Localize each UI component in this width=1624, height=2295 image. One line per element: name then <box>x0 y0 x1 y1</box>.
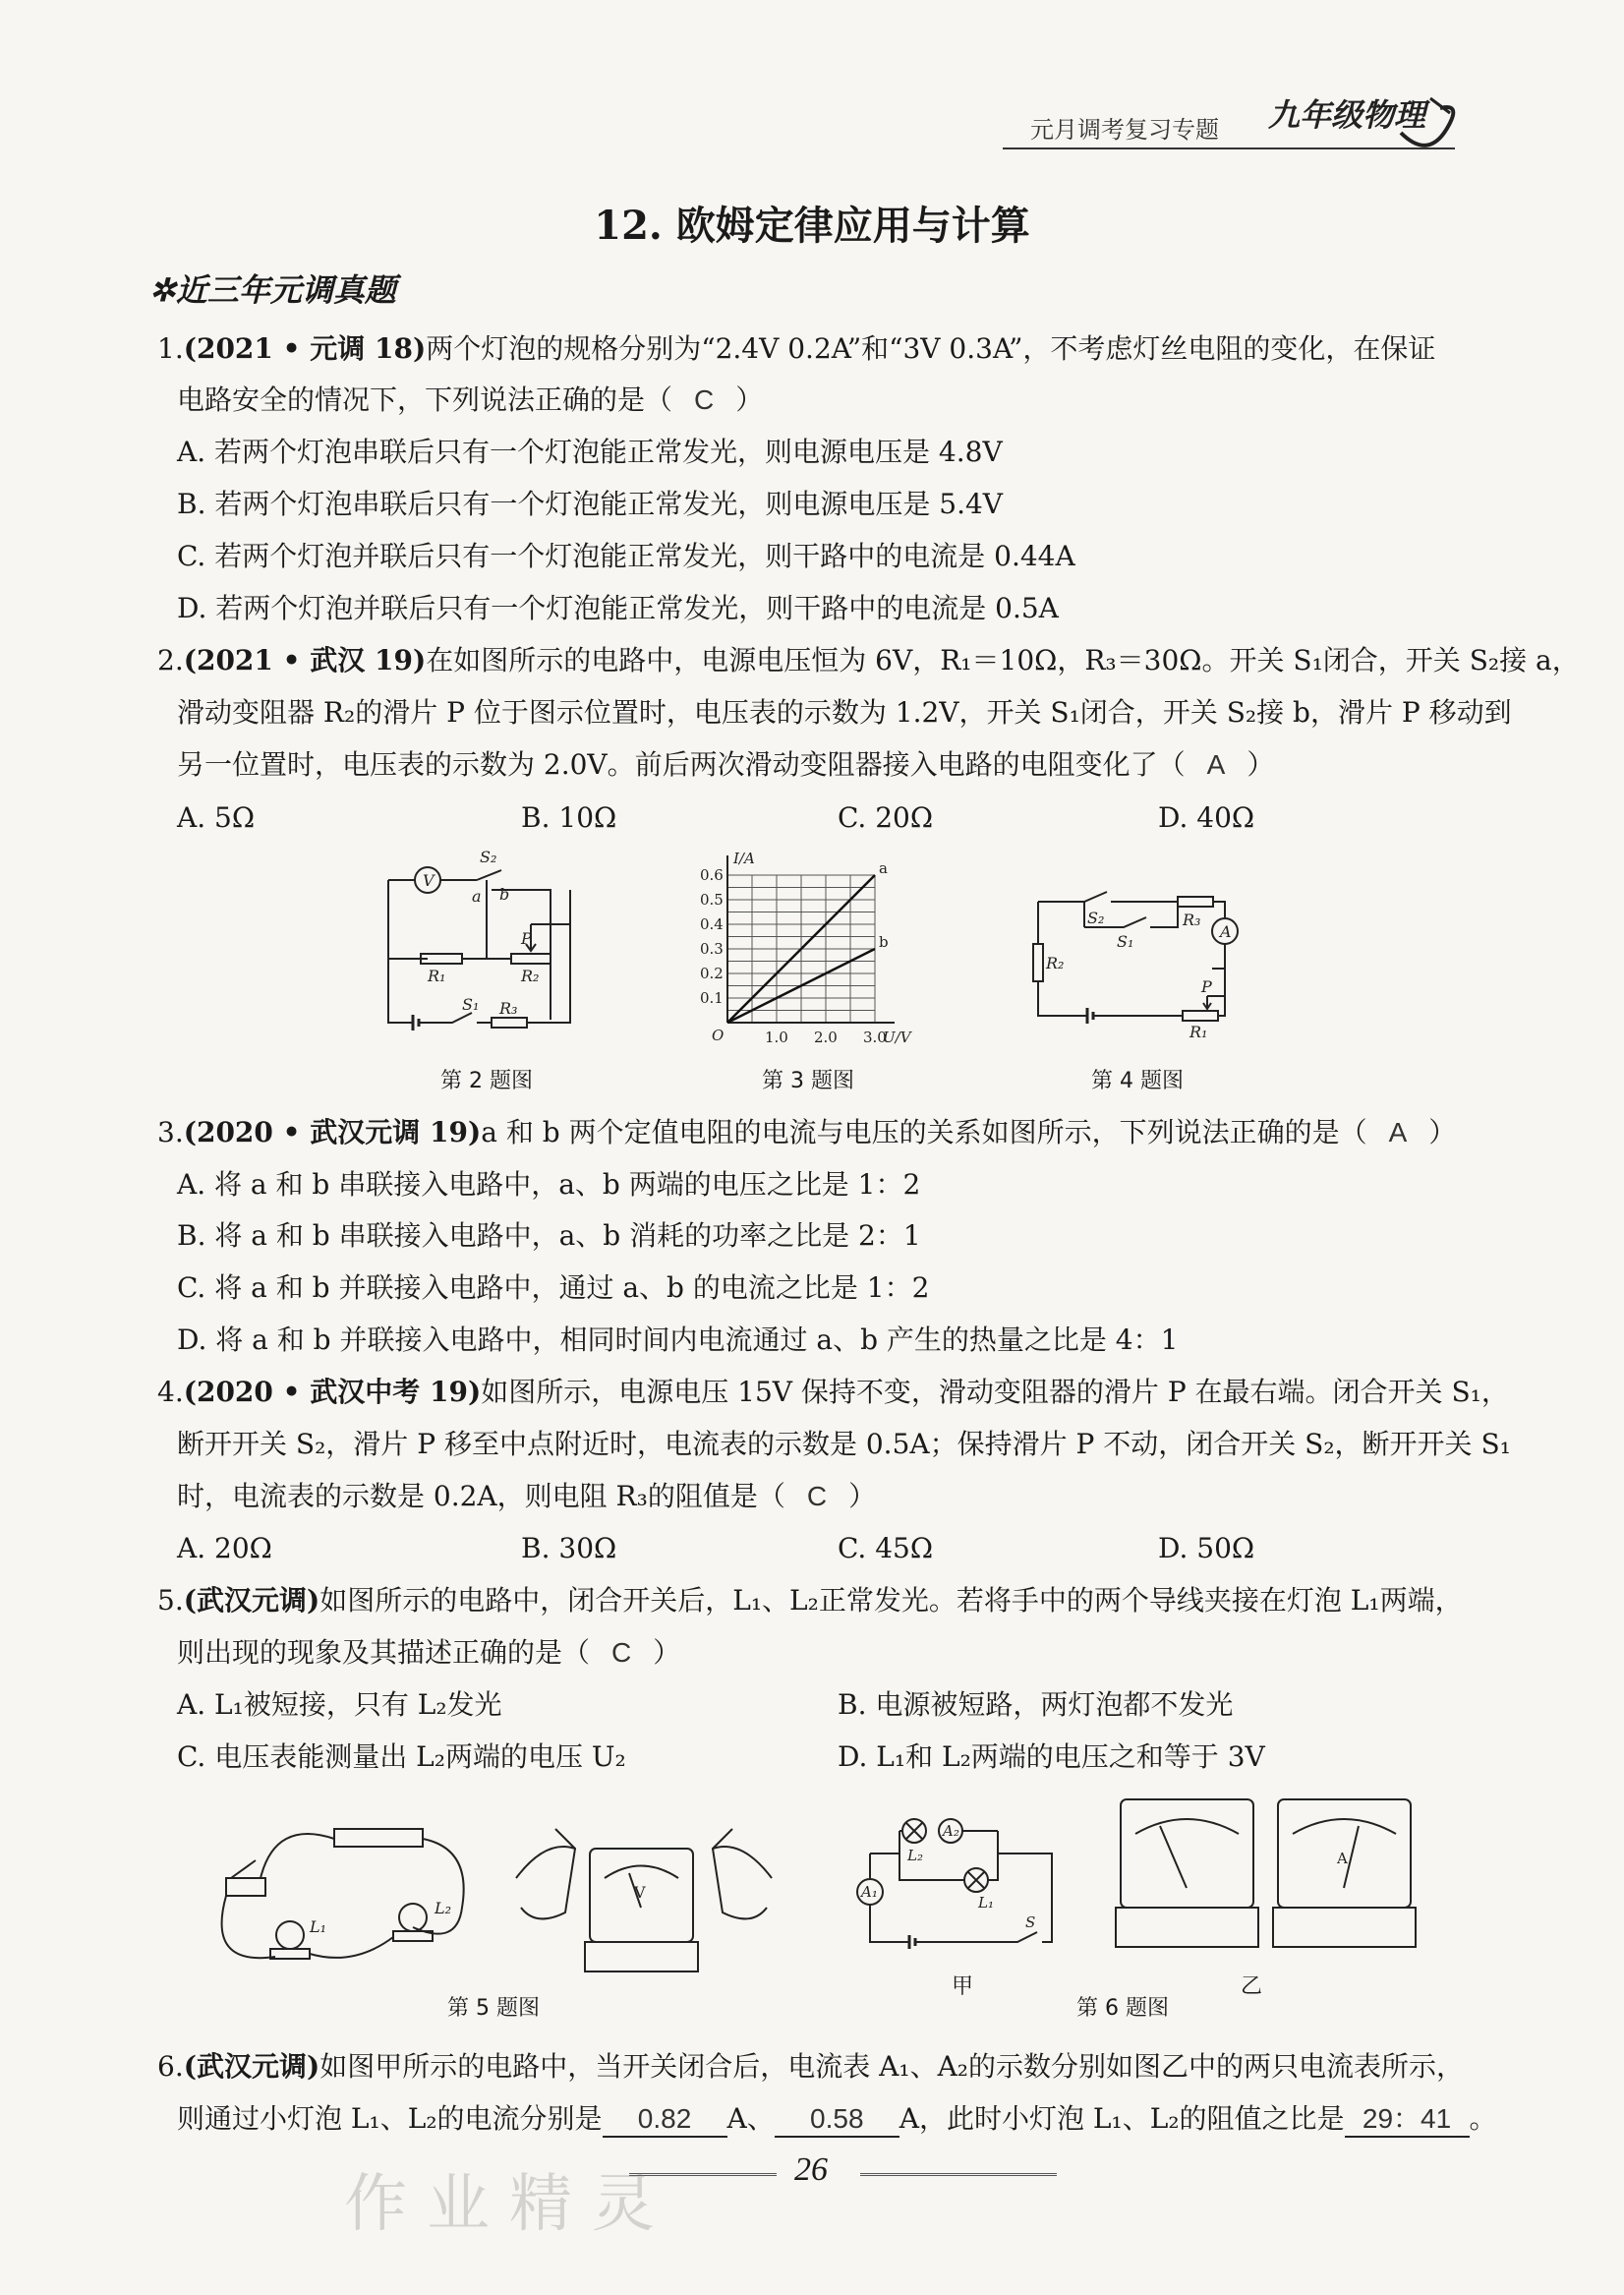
chart-x-axis-label: U/V <box>883 1029 911 1046</box>
fig2-label-a: a <box>472 887 482 906</box>
q4-option-c: C. 45Ω <box>838 1532 934 1564</box>
q1-text2: 电路安全的情况下，下列说法正确的是（ <box>177 383 673 416</box>
q4-text1: 如图所示，电源电压 15V 保持不变，滑动变阻器的滑片 P 在最右端。闭合开关 S₁， <box>481 1376 1509 1408</box>
q1-option-c: C. 若两个灯泡并联后只有一个灯泡能正常发光，则干路中的电流是 0.44A <box>177 540 1075 572</box>
fig2-label-r2: R₂ <box>521 967 540 985</box>
q1-number: 1. <box>157 332 184 365</box>
q2-answer: A <box>1206 749 1226 780</box>
fig6-label-a1: A₁ <box>861 1883 878 1901</box>
fig5-left-hand <box>516 1847 575 1918</box>
q3-text1: a 和 b 两个定值电阻的电流与电压的关系如图所示，下列说法正确的是（ <box>481 1116 1367 1148</box>
fig3-chart <box>688 850 924 1046</box>
fig4-resistor-r2 <box>1033 944 1043 981</box>
fig4-label-p: P <box>1201 977 1212 996</box>
q5-tag: (武汉元调) <box>183 1584 320 1617</box>
q3-option-a: A. 将 a 和 b 串联接入电路中，a、b 两端的电压之比是 1：2 <box>177 1168 921 1201</box>
chart-x-tick-label: 2.0 <box>814 1029 838 1046</box>
fig4-label-r2: R₂ <box>1046 954 1065 972</box>
fig4-label-s1: S₁ <box>1117 932 1134 951</box>
chart-y-tick-label: 0.4 <box>700 915 724 933</box>
q5-option-a: A. L₁被短接，只有 L₂发光 <box>177 1688 502 1721</box>
q4-text3: 时，电流表的示数是 0.2A，则电阻 R₃的阻值是（ <box>177 1480 785 1512</box>
fig2-label-s2: S₂ <box>480 848 497 866</box>
header-rule <box>1003 147 1455 149</box>
fig2-switch-s1 <box>419 1013 472 1023</box>
chart-y-tick-label: 0.3 <box>700 940 724 958</box>
section-heading-text: 近三年元调真题 <box>175 271 396 309</box>
q3-option-b: B. 将 a 和 b 串联接入电路中，a、b 消耗的功率之比是 2：1 <box>177 1219 921 1252</box>
fig5-bulb-l1 <box>276 1921 304 1949</box>
q2-text3: 另一位置时，电压表的示数为 2.0V。前后两次滑动变阻器接入电路的电阻变化了（ <box>177 748 1186 781</box>
watermark: 作业精灵 <box>344 2168 674 2241</box>
chart-y-axis-label: I/A <box>733 850 755 867</box>
q3-close: ） <box>1428 1116 1457 1148</box>
q3-number: 3. <box>157 1116 184 1148</box>
page-number: 26 <box>794 2151 828 2188</box>
chart-x-tick-label: 3.0 <box>863 1029 887 1046</box>
fig4-label-r1: R₁ <box>1189 1023 1208 1041</box>
q2-tag: (2021 • 武汉 19) <box>183 644 427 677</box>
q2-line1 <box>157 644 1580 677</box>
q4-line3 <box>177 1480 876 1513</box>
fig5-battery-box <box>334 1829 423 1847</box>
fig4-label-a: A <box>1220 922 1232 941</box>
q3-tag: (2020 • 武汉元调 19) <box>183 1116 482 1148</box>
chart-y-tick-label: 0.6 <box>700 866 724 884</box>
q2-line3 <box>177 748 1274 782</box>
fig5-caption: 第 5 题图 <box>447 1996 540 2021</box>
q5-text1: 如图所示的电路中，闭合开关后，L₁、L₂正常发光。若将手中的两个导线夹接在灯泡 L₁两端， <box>319 1584 1463 1617</box>
q1-close: ） <box>735 383 764 416</box>
q2-option-c: C. 20Ω <box>838 801 934 834</box>
q3-answer: A <box>1388 1117 1408 1148</box>
fig2-switch-s2 <box>477 870 501 880</box>
fig6-label-yi: 乙 <box>1241 1974 1263 1999</box>
fig4-switch-s2 <box>1038 892 1107 902</box>
fig6-circuit-jia <box>841 1809 1076 1957</box>
q6-line2 <box>177 2102 1497 2138</box>
q1-answer: C <box>694 384 715 415</box>
header-curl-icon <box>1391 93 1470 152</box>
fig5-label-l2: L₂ <box>435 1899 452 1917</box>
q4-option-b: B. 30Ω <box>521 1532 617 1564</box>
q1-line2 <box>177 383 763 417</box>
q6-blank-3[interactable]: 29：41 <box>1345 2102 1470 2138</box>
flower-icon: ✲ <box>149 271 176 309</box>
q4-answer: C <box>806 1481 828 1511</box>
fig6-switch-s <box>915 1932 1037 1942</box>
q5-option-c: C. 电压表能测量出 L₂两端的电压 U₂ <box>177 1740 626 1773</box>
fig5-bulb-l2 <box>399 1904 427 1931</box>
chart-series-label-a: a <box>879 859 888 877</box>
q4-line1 <box>157 1376 1509 1409</box>
fig5-switch <box>226 1878 265 1896</box>
q5-line2 <box>177 1636 680 1670</box>
q5-line1 <box>157 1584 1463 1618</box>
chart-y-tick-label: 0.5 <box>700 891 724 909</box>
fig6-ammeter-left <box>1121 1799 1253 1908</box>
q2-line2: 滑动变阻器 R₂的滑片 P 位于图示位置时，电压表的示数为 1.2V，开关 S₁闭合，开关 S₂接 b，滑片 P 移动到 <box>177 696 1512 729</box>
fig6-meters-yi <box>1101 1795 1425 1971</box>
q6-blank-1[interactable]: 0.82 <box>603 2102 727 2138</box>
fig2-label-s1: S₁ <box>462 995 480 1014</box>
q3-line1 <box>157 1116 1456 1149</box>
fig2-resistor-r3 <box>492 1018 527 1028</box>
fig3-caption: 第 3 题图 <box>762 1069 854 1093</box>
fig5-voltmeter-hands <box>506 1819 782 1986</box>
chart-y-tick-label: 0.2 <box>700 965 724 982</box>
q6-text2d: 。 <box>1469 2102 1497 2135</box>
q5-option-b: B. 电源被短路，两灯泡都不发光 <box>838 1688 1234 1721</box>
q6-text2b: A、 <box>726 2102 775 2135</box>
q1-line1 <box>157 332 1435 366</box>
q2-option-a: A. 5Ω <box>177 801 256 834</box>
fig6-label-l1: L₁ <box>978 1894 994 1912</box>
q2-option-d: D. 40Ω <box>1158 801 1255 834</box>
q6-line1 <box>157 2050 1464 2084</box>
q5-option-d: D. L₁和 L₂两端的电压之和等于 3V <box>838 1740 1265 1773</box>
fig2-caption: 第 2 题图 <box>440 1069 533 1093</box>
chart-origin-label: O <box>712 1027 725 1044</box>
q2-close: ） <box>1247 748 1275 781</box>
header-grade: 九年级物理 <box>1268 96 1426 134</box>
q4-option-d: D. 50Ω <box>1158 1532 1255 1564</box>
fig6-meter-label: A <box>1337 1850 1348 1867</box>
fig4-battery <box>1087 1008 1093 1024</box>
q4-close: ） <box>848 1480 877 1512</box>
fig4-circuit <box>1030 890 1256 1041</box>
fig2-battery <box>413 1015 419 1030</box>
fig5-label-l1: L₁ <box>310 1917 327 1936</box>
fig2-label-p: P <box>521 929 532 948</box>
fig4-resistor-r1 <box>1183 1011 1218 1021</box>
fig2-label-r3: R₃ <box>499 999 518 1018</box>
fig2-resistor-r2 <box>511 954 551 964</box>
section-heading <box>149 265 396 311</box>
page-title: 12. 欧姆定律应用与计算 <box>594 203 1030 249</box>
q2-text1: 在如图所示的电路中，电源电压恒为 6V，R₁＝10Ω，R₃＝30Ω。开关 S₁闭合，开关 S₂接 a， <box>426 644 1580 677</box>
q4-number: 4. <box>157 1376 184 1408</box>
q2-number: 2. <box>157 644 184 677</box>
q6-text2a: 则通过小灯泡 L₁、L₂的电流分别是 <box>177 2102 603 2135</box>
q2-option-b: B. 10Ω <box>521 801 617 834</box>
footer-rule-right <box>860 2173 1057 2176</box>
fig6-battery <box>909 1935 915 1949</box>
q3-option-c: C. 将 a 和 b 并联接入电路中，通过 a、b 的电流之比是 1：2 <box>177 1271 930 1304</box>
fig4-caption: 第 4 题图 <box>1091 1069 1184 1093</box>
q5-answer: C <box>611 1637 632 1668</box>
q4-tag: (2020 • 武汉中考 19) <box>183 1376 482 1408</box>
fig6-label-s: S <box>1025 1913 1036 1931</box>
q1-option-d: D. 若两个灯泡并联后只有一个灯泡能正常发光，则干路中的电流是 0.5A <box>177 592 1059 624</box>
q6-blank-2[interactable]: 0.58 <box>775 2102 899 2138</box>
q4-option-a: A. 20Ω <box>177 1532 272 1564</box>
fig2-label-b: b <box>499 885 510 904</box>
fig2-wire-left <box>388 880 413 1023</box>
fig2-circuit <box>374 848 609 1037</box>
q6-text2c: A，此时小灯泡 L₁、L₂的阻值之比是 <box>899 2102 1345 2135</box>
fig4-resistor-r3 <box>1178 897 1213 907</box>
header-subtitle: 元月调考复习专题 <box>1030 116 1219 144</box>
q6-tag: (武汉元调) <box>183 2050 320 2083</box>
q6-number: 6. <box>157 2050 184 2083</box>
q5-number: 5. <box>157 1584 184 1617</box>
chart-series-label-b: b <box>879 933 889 951</box>
q3-option-d: D. 将 a 和 b 并联接入电路中，相同时间内电流通过 a、b 产生的热量之比是 4：1 <box>177 1324 1179 1356</box>
fig4-label-r3: R₃ <box>1183 911 1201 929</box>
fig6-label-l2: L₂ <box>907 1847 923 1864</box>
fig2-label-r1: R₁ <box>428 967 446 985</box>
fig5-physical-circuit <box>216 1819 482 1976</box>
fig6-label-a2: A₂ <box>943 1822 959 1840</box>
q1-tag: (2021 • 元调 18) <box>183 332 427 365</box>
q1-text1: 两个灯泡的规格分别为“2.4V 0.2A”和“3V 0.3A”，不考虑灯丝电阻的变化，在保证 <box>426 332 1436 365</box>
fig6-caption: 第 6 题图 <box>1076 1996 1169 2021</box>
fig5-label-v: V <box>634 1883 646 1902</box>
chart-y-tick-label: 0.1 <box>700 989 724 1007</box>
q5-text2: 则出现的现象及其描述正确的是（ <box>177 1636 591 1669</box>
q4-line2: 断开开关 S₂，滑片 P 移至中点附近时，电流表的示数是 0.5A；保持滑片 P 不动，闭合开关 S₂，断开开关 S₁ <box>177 1428 1511 1460</box>
fig2-label-v: V <box>423 871 435 890</box>
fig6-label-jia: 甲 <box>952 1974 974 1999</box>
fig4-label-s2: S₂ <box>1087 909 1105 927</box>
fig5-right-hand <box>713 1847 772 1918</box>
q6-text1: 如图甲所示的电路中，当开关闭合后，电流表 A₁、A₂的示数分别如图乙中的两只电流表所示， <box>319 2050 1465 2083</box>
q1-option-b: B. 若两个灯泡串联后只有一个灯泡能正常发光，则电源电压是 5.4V <box>177 488 1004 520</box>
q1-option-a: A. 若两个灯泡串联后只有一个灯泡能正常发光，则电源电压是 4.8V <box>177 436 1003 468</box>
chart-x-tick-label: 1.0 <box>765 1029 788 1046</box>
q5-close: ） <box>653 1636 681 1669</box>
